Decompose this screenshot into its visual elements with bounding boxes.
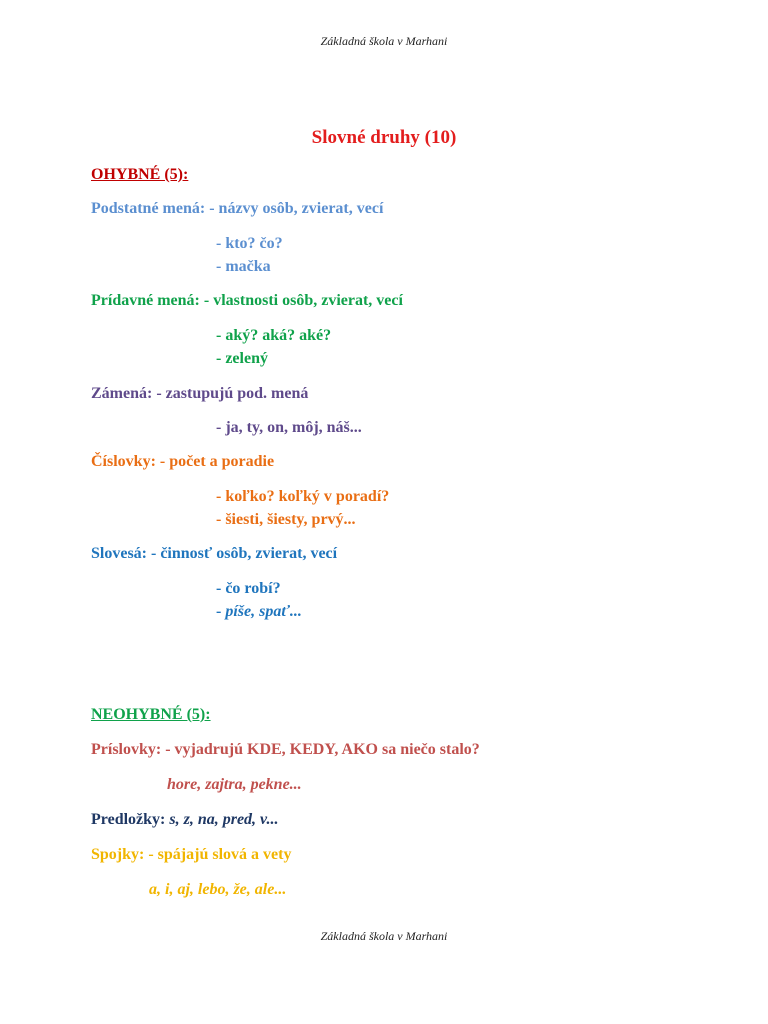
cislovky-example: - šiesti, šiesty, prvý... [216, 511, 356, 528]
prislovky-example: hore, zajtra, pekne... [167, 776, 302, 793]
prislovky-definition: Príslovky: - vyjadrujú KDE, KEDY, AKO sa niečo stalo? [91, 741, 480, 758]
cislovky-definition: Číslovky: - počet a poradie [91, 453, 275, 470]
pridavne-mena-question: - aký? aká? aké? [216, 327, 332, 344]
section-heading-neohybne: NEOHYBNÉ (5): [91, 706, 211, 723]
pridavne-mena-definition: Prídavné mená: - vlastnosti osôb, zvierat, vecí [91, 292, 403, 309]
spojky-definition: Spojky: - spájajú slová a vety [91, 846, 292, 863]
podstatne-mena-definition: Podstatné mená: - názvy osôb, zvierat, vecí [91, 200, 384, 217]
slovesa-example [216, 602, 302, 622]
slovesa-example-words: píše, spať... [225, 603, 302, 620]
slovesa-example-prefix: - [216, 603, 226, 620]
page-header: Základná škola v Marhani [320, 34, 448, 48]
predlozky-label: Predložky: [91, 811, 170, 828]
cislovky-question: - koľko? koľký v poradí? [216, 488, 390, 505]
zamena-definition: Zámená: - zastupujú pod. mená [91, 385, 309, 402]
spojky-example: a, i, aj, lebo, že, ale... [149, 881, 287, 898]
zamena-example: - ja, ty, on, môj, náš... [216, 419, 362, 436]
page-footer: Základná škola v Marhani [320, 929, 448, 943]
pridavne-mena-example: - zelený [216, 350, 268, 367]
podstatne-mena-example: - mačka [216, 258, 271, 275]
slovesa-question: - čo robí? [216, 580, 281, 597]
predlozky-line [91, 810, 279, 830]
slovesa-definition: Slovesá: - činnosť osôb, zvierat, vecí [91, 545, 338, 562]
page-title: Slovné druhy (10) [311, 127, 457, 148]
section-heading-ohybne: OHYBNÉ (5): [91, 166, 189, 183]
podstatne-mena-question: - kto? čo? [216, 235, 283, 252]
predlozky-example: s, z, na, pred, v... [169, 811, 279, 828]
